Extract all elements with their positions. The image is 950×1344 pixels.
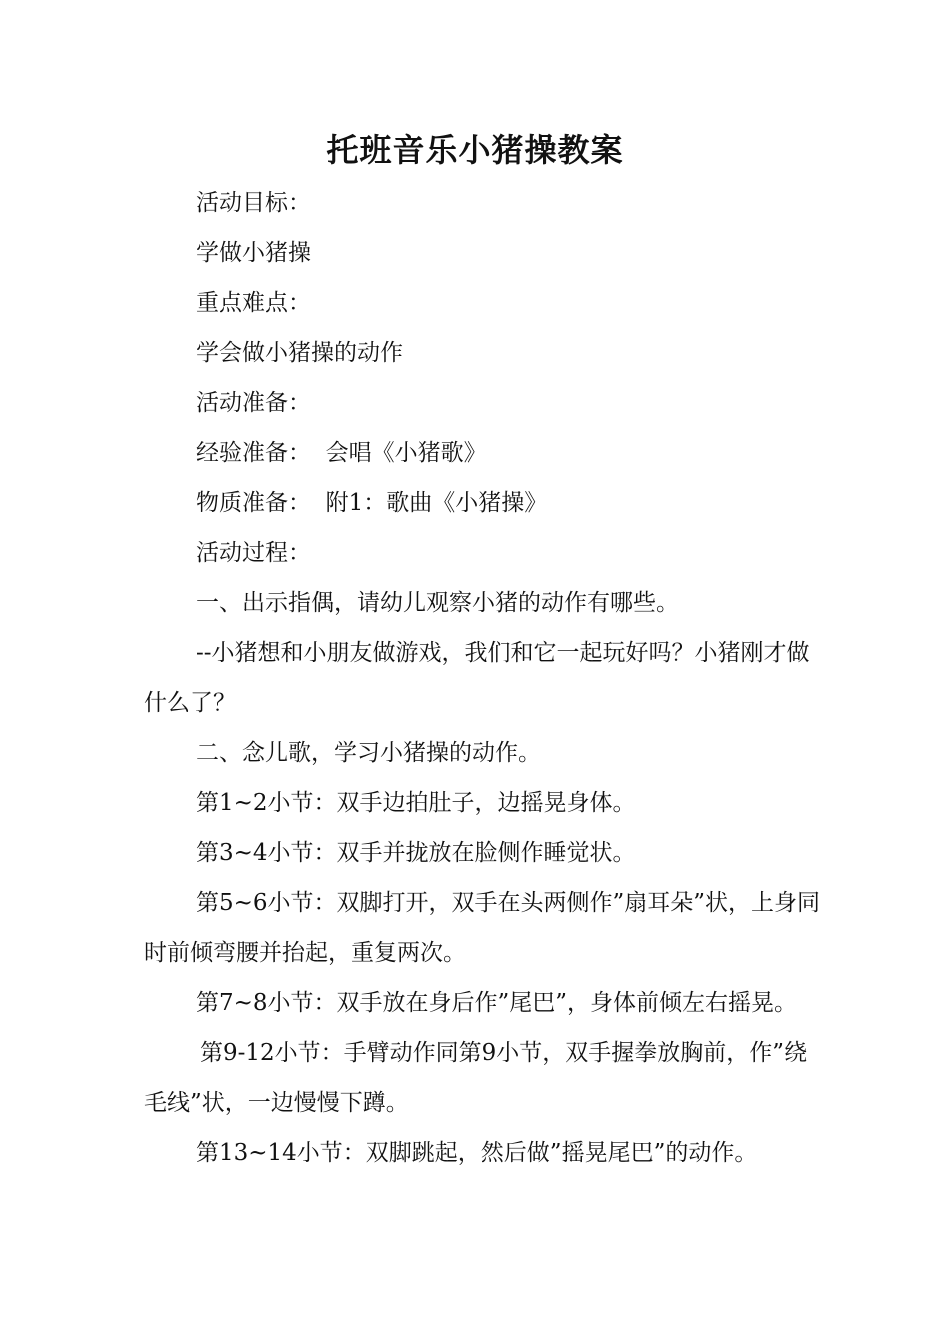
paragraph-bars-13-14: 第13~14小节：双脚跳起，然后做”摇晃尾巴”的动作。 [196,1140,758,1166]
paragraph-dialogue: --小猪想和小朋友做游戏，我们和它一起玩好吗？小猪刚才做什么了？ [144,640,810,716]
paragraph-bars-9-12: 第9-12小节：手臂动作同第9小节，双手握拳放胸前，作”绕毛线”状，一边慢慢下蹲。 [144,1040,808,1116]
paragraph-process-heading: 活动过程： [196,540,311,566]
paragraph-preparation-heading: 活动准备： [196,390,311,416]
paragraph-goal-heading: 活动目标： [196,190,311,216]
paragraph-bars-7-8: 第7~8小节：双手放在身后作”尾巴”，身体前倾左右摇晃。 [196,990,798,1016]
paragraph-key-points-heading: 重点难点： [196,290,311,316]
document-title: 托班音乐小猪操教案 [326,131,624,169]
paragraph-material-preparation: 物质准备： 附1：歌曲《小猪操》 [196,490,548,516]
paragraph-bars-1-2: 第1~2小节：双手边拍肚子，边摇晃身体。 [196,790,636,816]
paragraph-bars-5-6: 第5~6小节：双脚打开，双手在头两侧作”扇耳朵”状，上身同时前倾弯腰并抬起，重复两次。 [144,890,821,966]
paragraph-step-two: 二、念儿歌，学习小猪操的动作。 [196,740,541,766]
document-body [144,178,824,1178]
paragraph-experience-preparation: 经验准备： 会唱《小猪歌》 [196,440,487,466]
paragraph-key-points: 学会做小猪操的动作 [196,340,403,366]
paragraph-goal: 学做小猪操 [196,240,311,266]
paragraph-step-one: 一、出示指偶，请幼儿观察小猪的动作有哪些。 [196,590,679,616]
paragraph-bars-3-4: 第3~4小节：双手并拢放在脸侧作睡觉状。 [196,840,636,866]
